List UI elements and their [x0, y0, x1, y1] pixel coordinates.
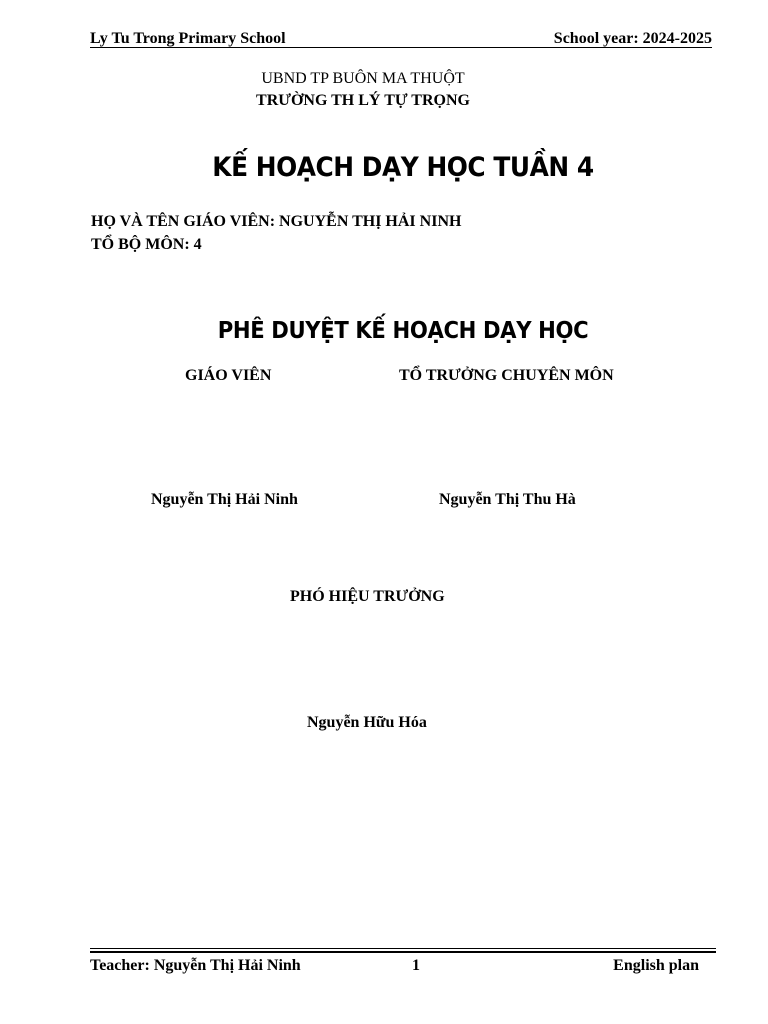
head-signature-name: Nguyễn Thị Thu Hà — [439, 491, 576, 508]
teacher-signature-name: Nguyễn Thị Hải Ninh — [151, 491, 298, 508]
vice-principal-signature-name: Nguyễn Hữu Hóa — [307, 714, 427, 731]
organization-line-1: UBND TP BUÔN MA THUỘT — [261, 70, 465, 87]
footer-page-number: 1 — [412, 957, 420, 974]
footer-doc-label: English plan — [613, 957, 699, 974]
vice-principal-role-label: PHÓ HIỆU TRƯỞNG — [290, 588, 445, 605]
header-school-year: School year: 2024-2025 — [553, 30, 712, 47]
head-role-label: TỔ TRƯỞNG CHUYÊN MÔN — [399, 367, 614, 384]
header-rule — [90, 47, 712, 48]
footer-rule-thin — [90, 948, 716, 949]
plan-title: KẾ HOẠCH DẠY HỌC TUẦN 4 — [212, 152, 594, 183]
approval-title: PHÊ DUYỆT KẾ HOẠCH DẠY HỌC — [217, 318, 589, 344]
teacher-info: HỌ VÀ TÊN GIÁO VIÊN: NGUYỄN THỊ HẢI NINH — [91, 213, 462, 230]
department-info: TỔ BỘ MÔN: 4 — [91, 236, 202, 253]
organization-line-2: TRƯỜNG TH LÝ TỰ TRỌNG — [256, 92, 470, 109]
teacher-role-label: GIÁO VIÊN — [185, 367, 272, 384]
header-school-name: Ly Tu Trong Primary School — [90, 30, 286, 47]
footer-rule-thick — [90, 951, 716, 953]
footer-teacher: Teacher: Nguyễn Thị Hải Ninh — [90, 957, 301, 974]
